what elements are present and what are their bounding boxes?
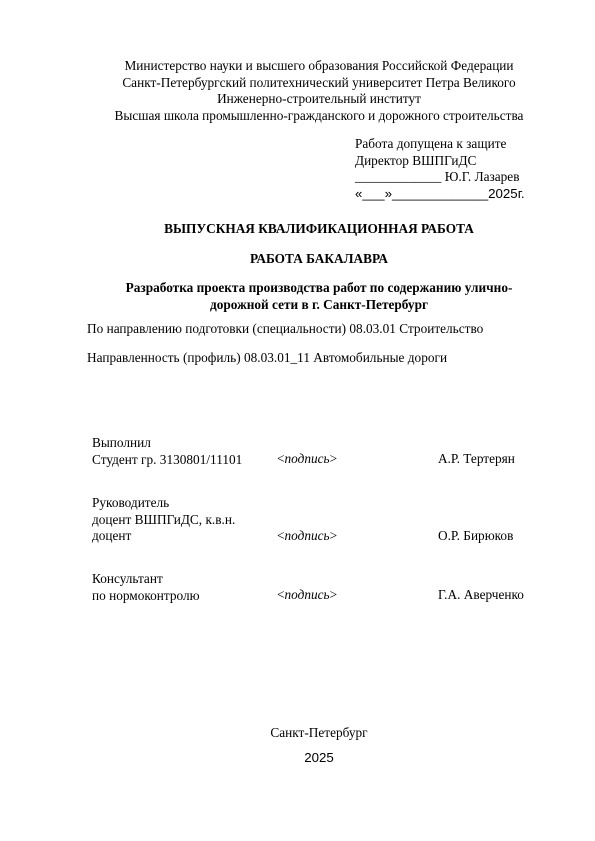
- thesis-type: ВЫПУСКНАЯ КВАЛИФИКАЦИОННАЯ РАБОТА: [164, 221, 474, 236]
- city: Санкт-Петербург: [270, 725, 368, 740]
- approval-line-admitted: Работа допущена к защите: [355, 136, 507, 151]
- consultant-name: Г.А. Аверченко: [438, 587, 524, 602]
- year: 2025: [304, 750, 334, 765]
- study-direction: По направлению подготовки (специальности) 08.03.01 Строительство: [87, 321, 484, 336]
- supervisor-role-line-1: Руководитель: [92, 495, 170, 510]
- supervisor-signature-text: подпись: [284, 528, 330, 543]
- consultant-role-line-1: Консультант: [92, 571, 163, 586]
- consultant-role: [92, 571, 200, 604]
- university-name: Санкт-Петербургский политехнический университет Петра Великого: [122, 74, 516, 90]
- supervisor-signature: <подпись>: [277, 528, 338, 543]
- supervisor-name: О.Р. Бирюков: [438, 528, 514, 543]
- thesis-topic: [100, 280, 538, 313]
- consultant-role-line-2: по нормоконтролю: [92, 587, 200, 603]
- consultant-signature: <подпись>: [277, 587, 338, 602]
- supervisor-role: [92, 495, 235, 545]
- supervisor-role-line-3: доцент: [92, 528, 132, 543]
- approval-line-director: Директор ВШПГиДС: [355, 152, 477, 168]
- institute-name: Инженерно-строительный институт: [217, 91, 421, 106]
- consultant-signature-text: подпись: [284, 587, 330, 602]
- school-name: Высшая школа промышленно-гражданского и дорожного строительства: [114, 107, 524, 123]
- institution-header: [0, 58, 595, 124]
- topic-line-1: Разработка проекта производства работ по содержанию улично-: [125, 280, 513, 295]
- ministry-name: Министерство науки и высшего образования Российской Федерации: [124, 58, 514, 73]
- topic-line-2: дорожной сети в г. Санкт-Петербург: [209, 296, 429, 312]
- thesis-level: РАБОТА БАКАЛАВРА: [249, 251, 389, 266]
- performer-role-line-1: Выполнил: [92, 435, 151, 450]
- approval-line-signature: _____________ Ю.Г. Лазарев: [355, 169, 520, 184]
- performer-signature-text: подпись: [284, 451, 330, 466]
- performer-role-line-2: Студент гр. 3130801/11101: [92, 451, 243, 467]
- approval-line-date: «___»_____________2025г.: [355, 185, 525, 201]
- performer-signature: <подпись>: [277, 451, 338, 466]
- approval-block: [355, 136, 525, 202]
- study-profile: Направленность (профиль) 08.03.01_11 Автомобильные дороги: [87, 350, 448, 365]
- performer-role: [92, 435, 242, 468]
- supervisor-role-line-2: доцент ВШПГиДС, к.в.н.: [92, 511, 236, 527]
- performer-name: А.Р. Тертерян: [438, 451, 515, 466]
